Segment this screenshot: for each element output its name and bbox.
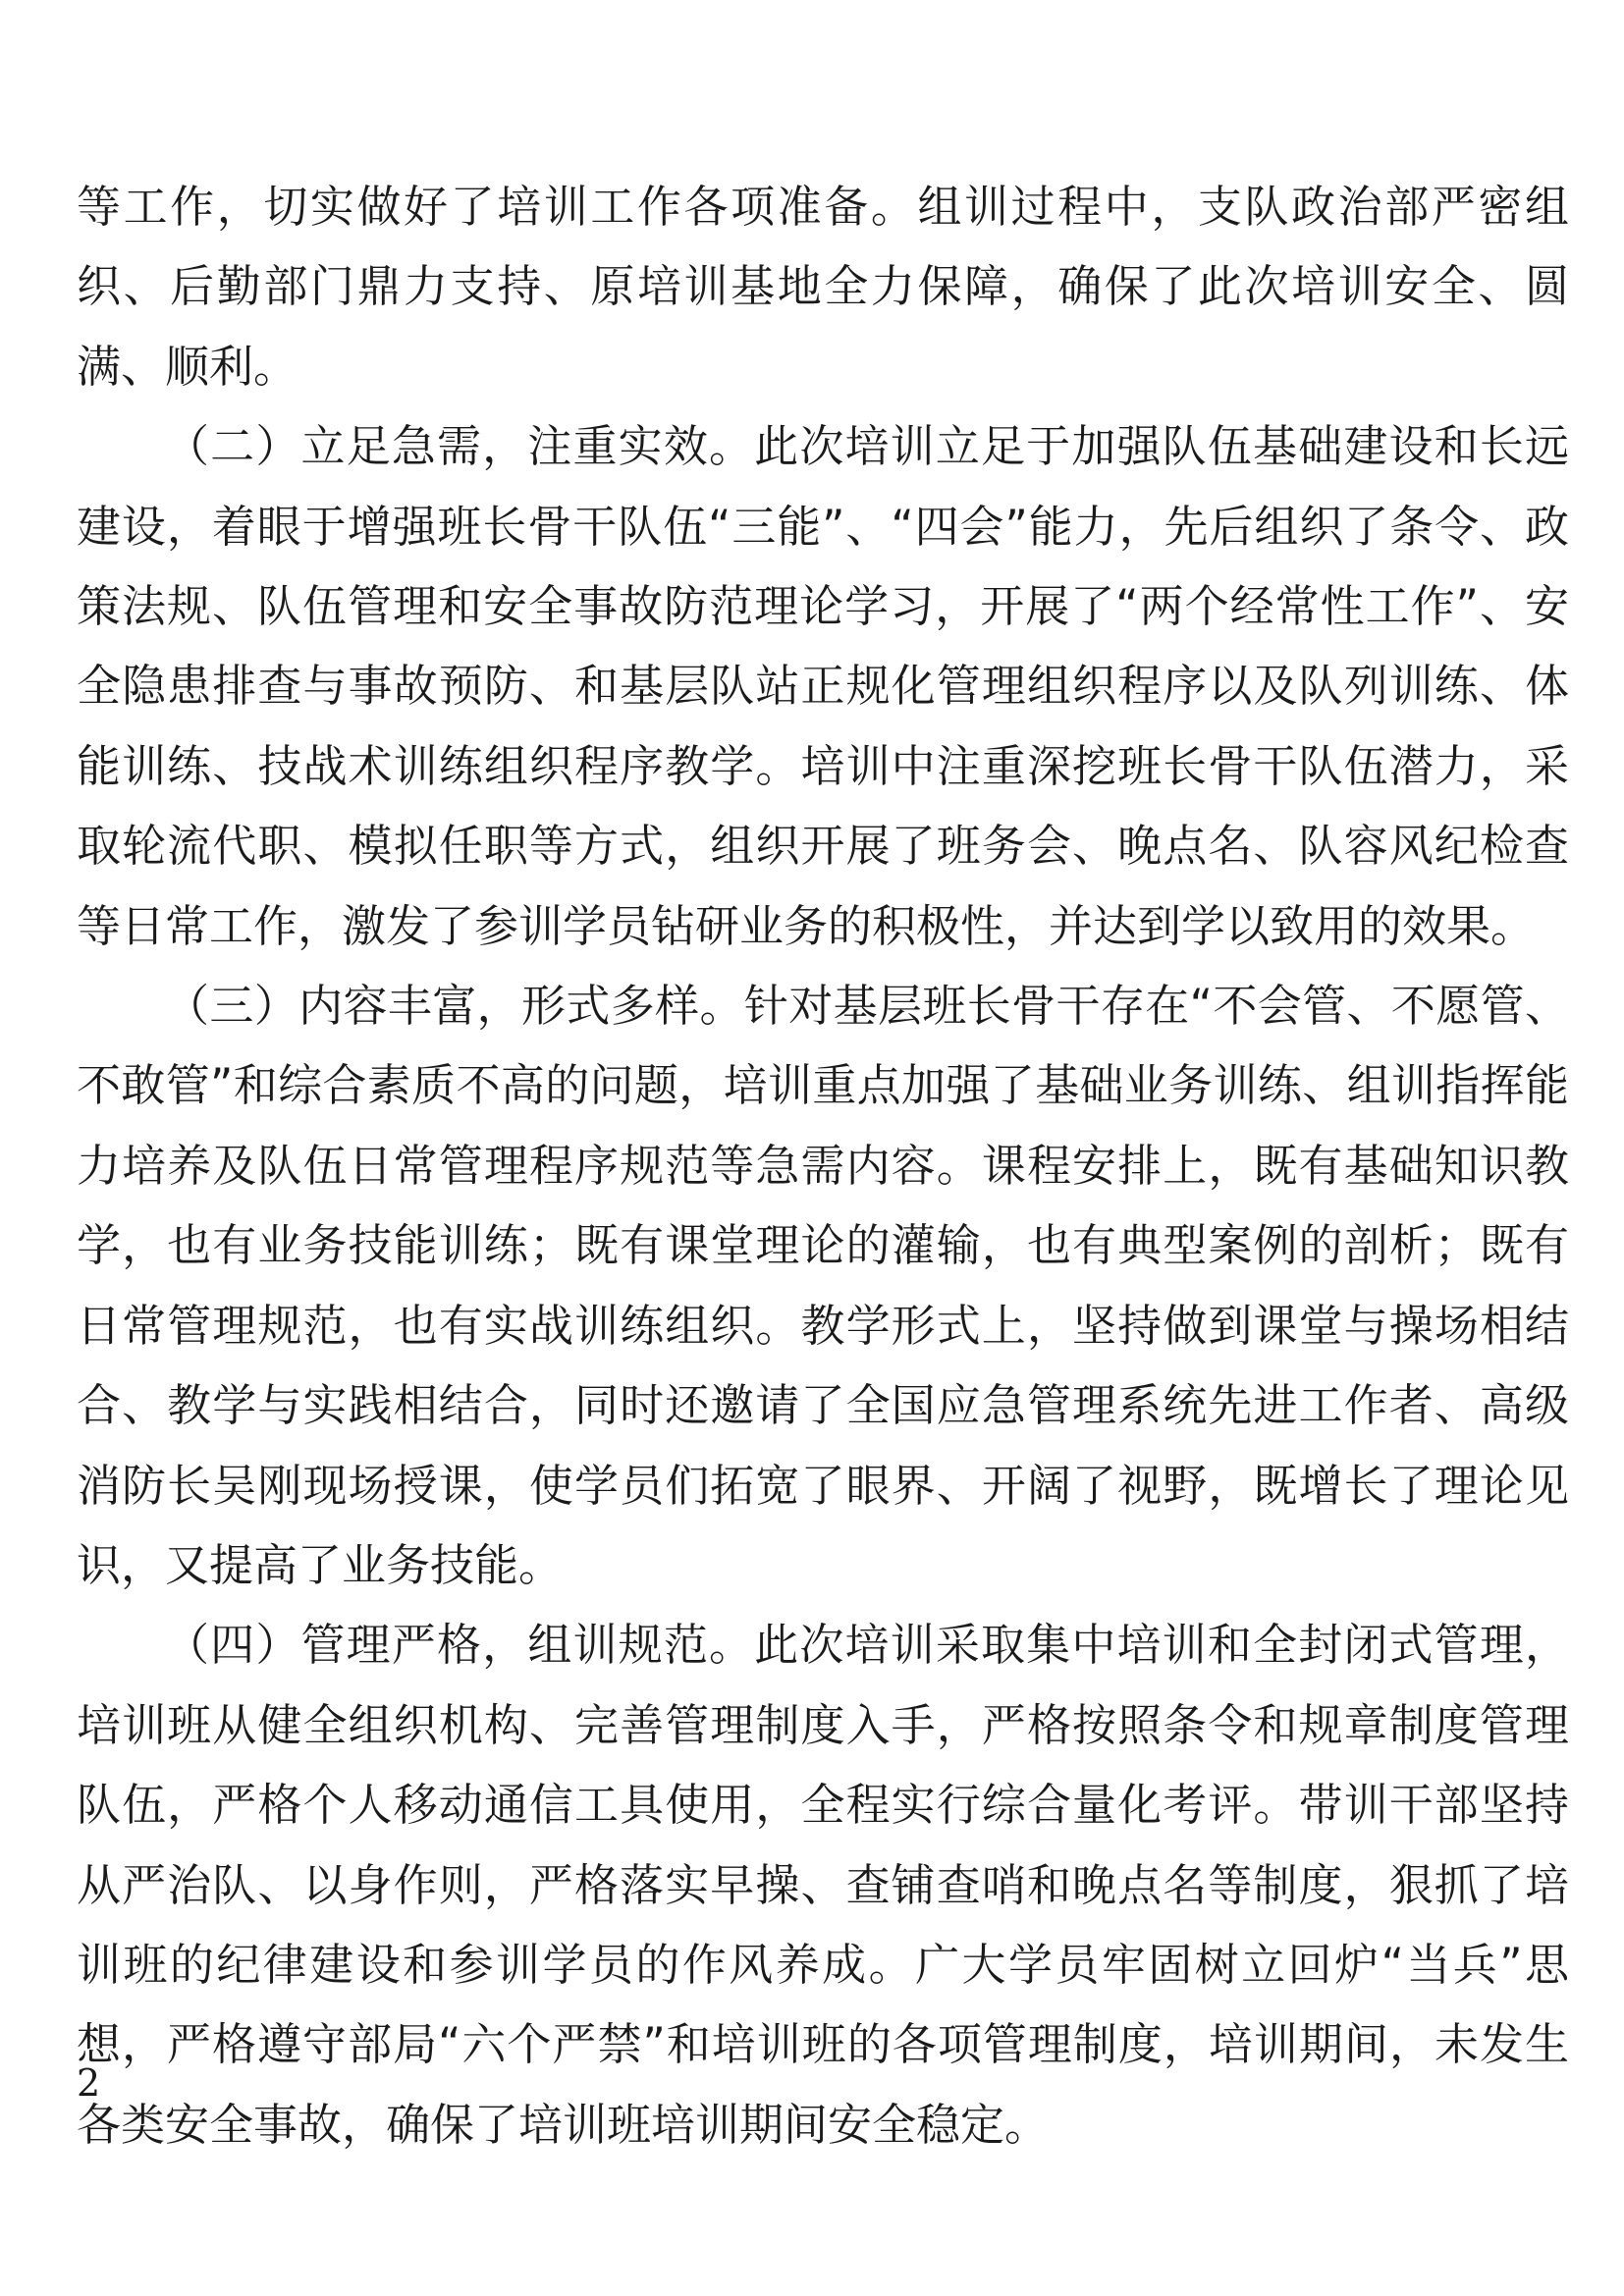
paragraph-section-2: （二）立足急需，注重实效。此次培训立足于加强队伍基础建设和长远建设，着眼于增强班长骨干队伍“三能”、“四会”能力，先后组织了条令、政策法规、队伍管理和安全事故防范理论学习，开展了“两个经常性工作”、安全隐患排查与事故预防、和基层队站正规化管理组织程序以及队列训练、体能训练、技战术训练组织程序教学。培训中注重深挖班长骨干队伍潜力，采取轮流代职、模拟任职等方式，组织开展了班务会、晚点名、队容风纪检查等日常工作，激发了参训学员钻研业务的积极性，并达到学以致用的效果。 [77, 420, 1569, 952]
paragraph-section-3: （三）内容丰富，形式多样。针对基层班长骨干存在“不会管、不愿管、不敢管”和综合素质不高的问题，培训重点加强了基础业务训练、组训指挥能力培养及队伍日常管理程序规范等急需内容。课程安排上，既有基础知识教学，也有业务技能训练；既有课堂理论的灌输，也有典型案例的剖析；既有日常管理规范，也有实战训练组织。教学形式上，坚持做到课堂与操场相结合、教学与实践相结合，同时还邀请了全国应急管理系统先进工作者、高级消防长吴刚现场授课，使学员们拓宽了眼界、开阔了视野，既增长了理论见识，又提高了业务技能。 [77, 980, 1569, 1591]
paragraph-section-4: （四）管理严格，组训规范。此次培训采取集中培训和全封闭式管理，培训班从健全组织机构、完善管理制度入手，严格按照条令和规章制度管理队伍，严格个人移动通信工具使用，全程实行综合量化考评。带训干部坚持从严治队、以身作则，严格落实早操、查铺查哨和晚点名等制度，狠抓了培训班的纪律建设和参训学员的作风养成。广大学员牢固树立回炉“当兵”思想，严格遵守部局“六个严禁”和培训班的各项管理制度，培训期间，未发生各类安全事故，确保了培训班培训期间安全稳定。 [77, 1619, 1569, 2151]
body-text [77, 167, 1569, 2164]
page-number: 2 [77, 2061, 101, 2105]
paragraph-continuation: 等工作，切实做好了培训工作各项准备。组训过程中，支队政治部严密组织、后勤部门鼎力支持、原培训基地全力保障，确保了此次培训安全、圆满、顺利。 [77, 181, 1569, 393]
